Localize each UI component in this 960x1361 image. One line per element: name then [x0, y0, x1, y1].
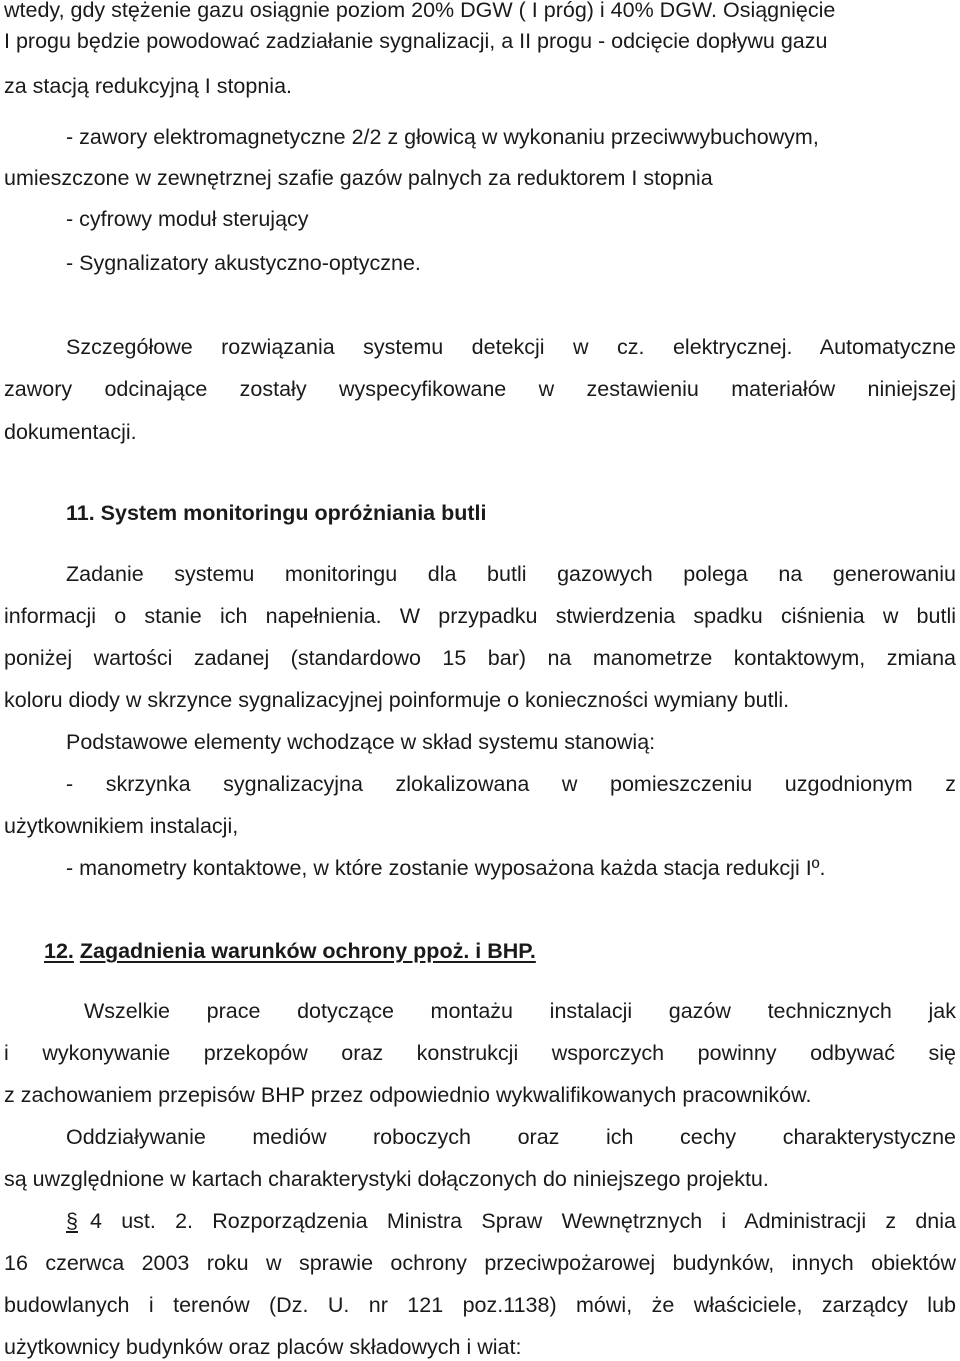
- section-12-line-8: budowlanych i terenów (Dz. U. nr 121 poz.1138) mówi, że właściciele, zarządcy lub: [4, 1293, 956, 1317]
- paragraph-symbol-glyph: §: [66, 1209, 78, 1233]
- section-12-line-9: użytkownicy budynków oraz placów składowych i wiat:: [4, 1335, 522, 1359]
- section-12-line-2: i wykonywanie przekopów oraz konstrukcji wsporczych powinny odbywać się: [4, 1041, 956, 1065]
- intro-list-item-1: - cyfrowy moduł sterujący: [66, 207, 309, 231]
- section-11-list-item-1: - skrzynka sygnalizacyjna zlokalizowana w pomieszczeniu uzgodnionym z: [66, 772, 956, 796]
- section-11-line-2: informacji o stanie ich napełnienia. W przypadku stwierdzenia spadku ciśnienia w butli: [4, 604, 956, 628]
- section-12-line-6: 4 ust. 2. Rozporządzenia Ministra Spraw Wewnętrznych i Administracji z dnia: [90, 1209, 956, 1233]
- section-12-heading-text: Zagadnienia warunków ochrony ppoż. i BHP.: [79, 939, 536, 963]
- intro-line-4: - zawory elektromagnetyczne 2/2 z głowicą w wykonaniu przeciwwybuchowym,: [66, 125, 819, 149]
- details-line-3: dokumentacji.: [4, 420, 137, 444]
- section-11-heading: 11. System monitoringu opróżniania butli: [66, 501, 487, 525]
- section-12-heading-number: 12.: [44, 939, 74, 963]
- intro-line-3: za stacją redukcyjną I stopnia.: [4, 74, 293, 98]
- section-12-line-4: Oddziaływanie mediów roboczych oraz ich cechy charakterystyczne: [66, 1125, 956, 1149]
- paragraph-symbol: [66, 1208, 90, 1234]
- intro-list-item-2: - Sygnalizatory akustyczno-optyczne.: [66, 251, 421, 275]
- section-12-line-5: są uwzględnione w kartach charakterystyki dołączonych do niniejszego projektu.: [4, 1167, 769, 1191]
- section-11-list-item-1-cont: użytkownikiem instalacji,: [4, 814, 239, 838]
- section-12-line-3: z zachowaniem przepisów BHP przez odpowiednio wykwalifikowanych pracowników.: [4, 1083, 812, 1107]
- section-12-line-7: 16 czerwca 2003 roku w sprawie ochrony przeciwpożarowej budynków, innych obiektów: [4, 1251, 956, 1275]
- section-11-line-1: Zadanie systemu monitoringu dla butli gazowych polega na generowaniu: [66, 562, 956, 586]
- section-12-heading: [44, 938, 956, 964]
- intro-line-5: umieszczone w zewnętrznej szafie gazów palnych za reduktorem I stopnia: [4, 166, 713, 190]
- section-11-list-item-2: - manometry kontaktowe, w które zostanie wyposażona każda stacja redukcji Iº.: [66, 856, 826, 880]
- intro-line-2: I progu będzie powodować zadziałanie sygnalizacji, a II progu - odcięcie dopływu gazu: [4, 29, 828, 53]
- details-line-1: Szczegółowe rozwiązania systemu detekcji w cz. elektrycznej. Automatyczne: [66, 335, 956, 359]
- section-11-line-3: poniżej wartości zadanej (standardowo 15 bar) na manometrze kontaktowym, zmiana: [4, 646, 956, 670]
- details-line-2: zawory odcinające zostały wyspecyfikowane w zestawieniu materiałów niniejszej: [4, 377, 956, 401]
- intro-line-1: wtedy, gdy stężenie gazu osiągnie poziom 20% DGW ( I próg) i 40% DGW. Osiągnięcie: [4, 0, 836, 22]
- section-12-line-1: Wszelkie prace dotyczące montażu instalacji gazów technicznych jak: [84, 999, 956, 1023]
- section-11-line-4: koloru diody w skrzynce sygnalizacyjnej poinformuje o konieczności wymiany butli.: [4, 688, 790, 712]
- section-11-line-5: Podstawowe elementy wchodzące w skład systemu stanowią:: [66, 730, 656, 754]
